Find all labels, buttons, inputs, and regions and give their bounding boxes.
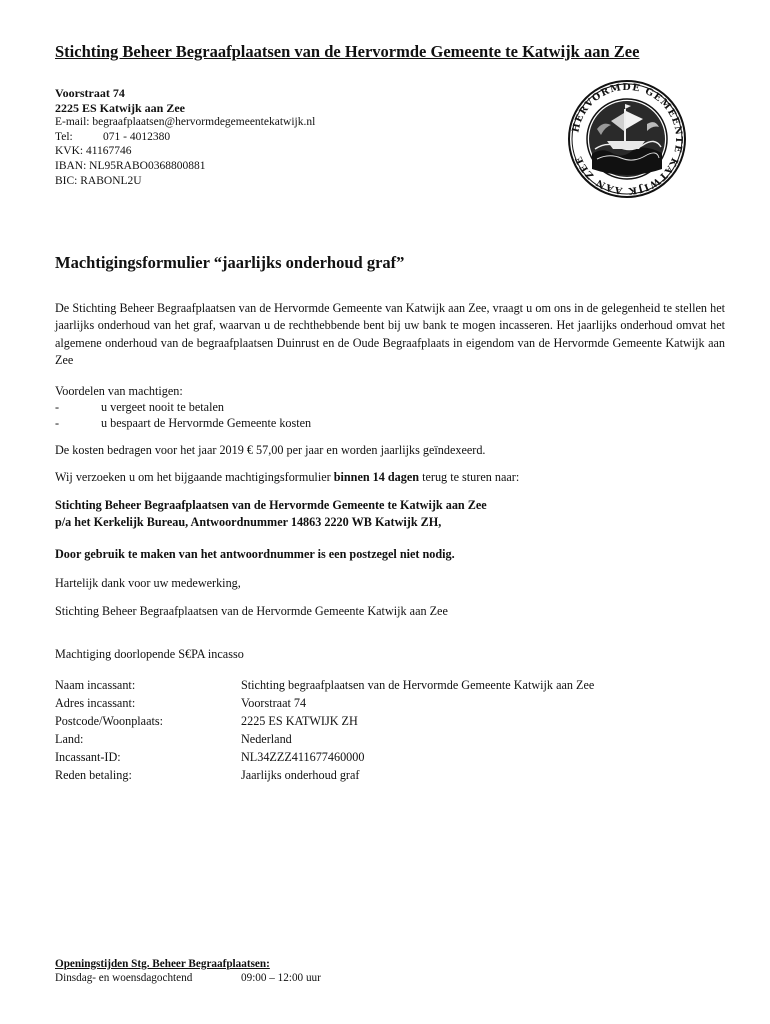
request-deadline: binnen 14 dagen (333, 470, 420, 484)
request-pre: Wij verzoeken u om het bijgaande machtigingsformulier (55, 470, 334, 484)
row-label: Adres incassant: (55, 696, 136, 710)
table-row (55, 694, 594, 712)
advantage-text: u vergeet nooit te betalen (101, 400, 224, 414)
costs-text: De kosten bedragen voor het jaar 2019 € 57,00 per jaar en worden jaarlijks geïndexeerd. (55, 443, 486, 457)
list-item: - u bespaart de Hervormde Gemeente kosten (55, 416, 312, 430)
row-value: Stichting begraafplaatsen van de Hervormde Gemeente Katwijk aan Zee (241, 678, 595, 692)
advantages-block (55, 383, 311, 431)
opening-days: Dinsdag- en woensdagochtend (55, 971, 193, 984)
address-street: Voorstraat 74 (55, 86, 125, 100)
form-title: Machtigingsformulier “jaarlijks onderhoud graf” (55, 253, 405, 272)
address-tel (55, 130, 315, 145)
opening-hours (55, 958, 321, 986)
return-address: p/a het Kerkelijk Bureau, Antwoordnummer 14863 2220 WB Katwijk ZH, (55, 515, 442, 529)
opening-hours-row (55, 972, 321, 986)
address-kvk: KVK: 41167746 (55, 145, 132, 158)
intro-paragraph: De Stichting Beheer Begraafplaatsen van de Hervormde Gemeente van Katwijk aan Zee, vraagt u om ons in de gelegenheid te stellen het jaarlijks onderhoud van het graf, waarvan u de rechthebbende bent bij uw bank te mogen incasseren. Het jaarlijks onderhoud omvat het algemene onderhoud van de begraafplaatsen Duinrust en de Oude Begraafplaats in eigendom van de Hervormde Gemeente Katwijk aan Zee (55, 301, 725, 368)
address-block (55, 86, 315, 188)
table-row (55, 712, 594, 730)
return-name: Stichting Beheer Begraafplaatsen van de Hervormde Gemeente te Katwijk aan Zee (55, 498, 487, 512)
postage-note: Door gebruik te maken van het antwoordnummer is een postzegel niet nodig. (55, 547, 455, 561)
address-email: E-mail: begraafplaatsen@hervormdegemeentekatwijk.nl (55, 116, 316, 129)
table-row (55, 730, 594, 748)
table-row (55, 676, 594, 694)
advantages-heading: Voordelen van machtigen: (55, 384, 183, 398)
row-label: Land: (55, 732, 84, 746)
row-value: 2225 ES KATWIJK ZH (241, 714, 358, 728)
table-row (55, 766, 594, 784)
row-label: Reden betaling: (55, 768, 132, 782)
address-city: 2225 ES Katwijk aan Zee (55, 100, 186, 115)
seal-text: HERVORMDE GEMEENTE KATWIJK AAN ZEE (570, 81, 685, 197)
signature-text: Stichting Beheer Begraafplaatsen van de Hervormde Gemeente Katwijk aan Zee (55, 604, 448, 618)
advantage-text: u bespaart de Hervormde Gemeente kosten (101, 416, 312, 430)
tel-value: 071 - 4012380 (103, 130, 171, 143)
church-seal-icon (567, 79, 687, 199)
row-label: Postcode/Woonplaats: (55, 714, 164, 728)
list-item: - u vergeet nooit te betalen (55, 400, 224, 414)
request-post: terug te sturen naar: (419, 470, 520, 484)
row-value: Voorstraat 74 (241, 696, 307, 710)
row-value: NL34ZZZ411677460000 (241, 750, 365, 764)
sepa-details-table (55, 676, 594, 784)
tel-label: Tel: (55, 130, 73, 143)
row-value: Jaarlijks onderhoud graf (241, 768, 360, 782)
row-value: Nederland (241, 732, 292, 746)
table-row (55, 748, 594, 766)
opening-times: 09:00 – 12:00 uur (241, 971, 321, 984)
address-bic: BIC: RABONL2U (55, 174, 142, 187)
row-label: Incassant-ID: (55, 750, 121, 764)
document-title: Stichting Beheer Begraafplaatsen van de Hervormde Gemeente te Katwijk aan Zee (55, 42, 640, 61)
request-text (55, 470, 519, 485)
thanks-text: Hartelijk dank voor uw medewerking, (55, 576, 241, 590)
address-iban: IBAN: NL95RABO0368800881 (55, 159, 206, 172)
opening-hours-heading: Openingstijden Stg. Beheer Begraafplaatsen: (55, 958, 270, 970)
sepa-heading: Machtiging doorlopende S€PA incasso (55, 647, 244, 661)
row-label: Naam incassant: (55, 678, 136, 692)
